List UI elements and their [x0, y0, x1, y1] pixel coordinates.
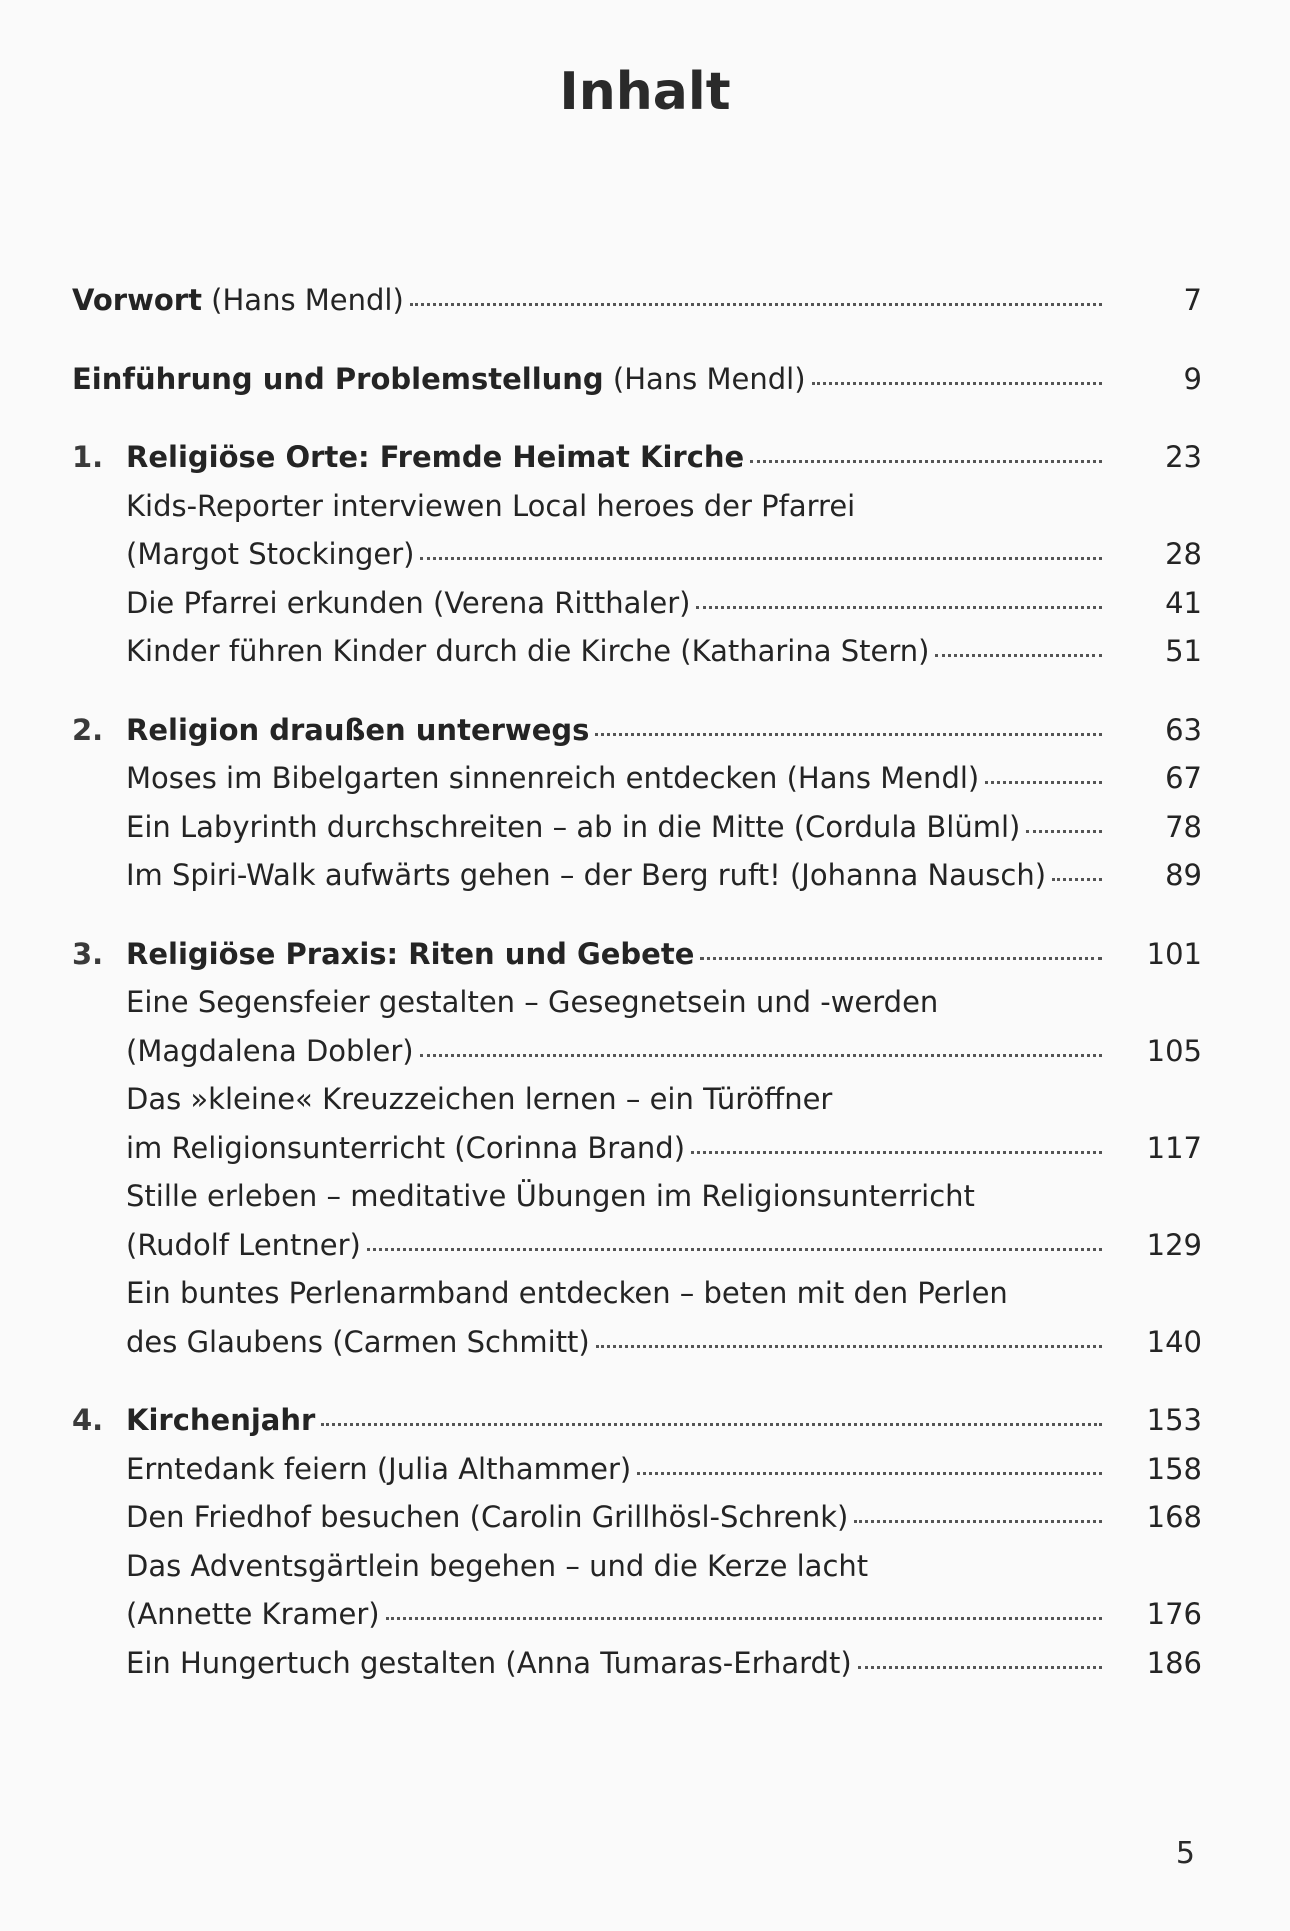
item-text: Im Spiri-Walk aufwärts gehen – der Berg ruft! (Johanna Nausch) [126, 858, 1047, 892]
toc-item[interactable] [72, 627, 1202, 676]
toc-item[interactable] [72, 1027, 1202, 1076]
item-text-line2: des Glaubens (Carmen Schmitt) [126, 1324, 590, 1359]
toc-item[interactable] [72, 1590, 1202, 1639]
page-number: 63 [1165, 712, 1202, 747]
toc-item[interactable] [72, 530, 1202, 579]
dot-leader [596, 1345, 1102, 1348]
item-text-line1: Das »kleine« Kreuzzeichen lernen – ein Türöffner [126, 1082, 833, 1116]
entry-author: (Hans Mendl) [603, 361, 806, 396]
dot-leader [420, 557, 1102, 560]
item-text-line2: (Magdalena Dobler) [126, 1033, 414, 1068]
toc-entry-einfuehrung[interactable] [72, 355, 1202, 404]
page-number: 67 [1165, 761, 1202, 795]
toc-chapter-1[interactable] [72, 433, 1202, 482]
toc-item[interactable] [72, 1124, 1202, 1173]
dot-leader [750, 460, 1102, 463]
entry-title: Einführung und Problemstellung [72, 361, 604, 396]
folio-page-number: 5 [1175, 1836, 1195, 1871]
chapter-title: Religion draußen unterwegs [126, 712, 590, 747]
page-number: 78 [1165, 809, 1202, 844]
page-number: 105 [1146, 1033, 1202, 1068]
dot-leader [985, 781, 1102, 784]
page-number: 168 [1146, 1500, 1202, 1534]
dot-leader [321, 1423, 1102, 1426]
toc-item[interactable] [72, 851, 1202, 900]
page-number: 89 [1165, 858, 1202, 892]
toc-item[interactable] [72, 1172, 1202, 1221]
entry-title: Vorwort [72, 283, 202, 317]
toc-item[interactable] [72, 1075, 1202, 1124]
item-text-line2: (Rudolf Lentner) [126, 1227, 361, 1262]
page-number: 9 [1183, 361, 1202, 396]
table-of-contents [72, 276, 1202, 1687]
page-number: 51 [1165, 634, 1202, 668]
page-number: 186 [1146, 1645, 1202, 1680]
page-number: 23 [1165, 440, 1202, 474]
page-number: 129 [1146, 1227, 1202, 1262]
toc-item[interactable] [72, 978, 1202, 1027]
toc-entry-vorwort[interactable] [72, 276, 1202, 325]
toc-item[interactable] [72, 1445, 1202, 1494]
chapter-number: 1. [72, 440, 104, 474]
toc-item[interactable] [72, 1639, 1202, 1688]
dot-leader [637, 1472, 1102, 1475]
dot-leader [410, 303, 1102, 306]
dot-leader [700, 957, 1102, 960]
dot-leader [854, 1520, 1102, 1523]
item-text: Ein Labyrinth durchschreiten – ab in die Mitte (Cordula Blüml) [126, 809, 1021, 844]
page-number: 101 [1146, 936, 1202, 971]
dot-leader [595, 733, 1102, 736]
chapter-number: 4. [72, 1403, 104, 1437]
dot-leader [386, 1617, 1102, 1620]
entry-author: (Hans Mendl) [201, 283, 404, 317]
dot-leader [420, 1054, 1102, 1057]
item-text-line1: Eine Segensfeier gestalten – Gesegnetsein und -werden [126, 985, 939, 1019]
item-text-line2: im Religionsunterricht (Corinna Brand) [126, 1130, 686, 1165]
item-text-line1: Stille erleben – meditative Übungen im Religionsunterricht [126, 1179, 975, 1213]
page-number: 7 [1183, 283, 1202, 317]
page-number: 140 [1146, 1324, 1202, 1359]
chapter-title: Religiöse Praxis: Riten und Gebete [126, 936, 695, 971]
item-text-line2: (Margot Stockinger) [126, 537, 415, 571]
dot-leader [1052, 878, 1102, 881]
dot-leader [812, 382, 1102, 385]
dot-leader [858, 1666, 1102, 1669]
item-text: Kinder führen Kinder durch die Kirche (Katharina Stern) [126, 634, 930, 668]
chapter-title: Kirchenjahr [126, 1403, 316, 1437]
page-number: 41 [1165, 585, 1202, 620]
toc-item[interactable] [72, 803, 1202, 852]
dot-leader [696, 606, 1102, 609]
toc-item[interactable] [72, 754, 1202, 803]
dot-leader [935, 654, 1102, 657]
item-text: Den Friedhof besuchen (Carolin Grillhösl-Schrenk) [126, 1500, 849, 1534]
item-text-line1: Ein buntes Perlenarmband entdecken – beten mit den Perlen [126, 1276, 1008, 1310]
toc-item[interactable] [72, 482, 1202, 531]
page-number: 28 [1165, 537, 1202, 571]
page-number: 117 [1146, 1130, 1202, 1165]
chapter-title: Religiöse Orte: Fremde Heimat Kirche [126, 440, 745, 474]
toc-item[interactable] [72, 1221, 1202, 1270]
dot-leader [691, 1151, 1102, 1154]
item-text: Moses im Bibelgarten sinnenreich entdecken (Hans Mendl) [126, 761, 980, 795]
dot-leader [367, 1248, 1102, 1251]
page-number: 153 [1146, 1403, 1202, 1437]
dot-leader [1026, 830, 1102, 833]
item-text-line1: Kids-Reporter interviewen Local heroes der Pfarrei [126, 488, 856, 523]
item-text: Ein Hungertuch gestalten (Anna Tumaras-Erhardt) [126, 1645, 852, 1680]
toc-item[interactable] [72, 1493, 1202, 1542]
item-text-line2: (Annette Kramer) [126, 1597, 380, 1631]
item-text: Die Pfarrei erkunden (Verena Ritthaler) [126, 585, 691, 620]
page-title: Inhalt [559, 62, 731, 122]
chapter-number: 3. [72, 936, 104, 971]
toc-chapter-4[interactable] [72, 1396, 1202, 1445]
chapter-number: 2. [72, 712, 104, 747]
page-number: 158 [1146, 1451, 1202, 1486]
item-text-line1: Das Adventsgärtlein begehen – und die Kerze lacht [126, 1548, 869, 1583]
toc-item[interactable] [72, 1318, 1202, 1367]
toc-item[interactable] [72, 579, 1202, 628]
toc-chapter-2[interactable] [72, 706, 1202, 755]
toc-item[interactable] [72, 1269, 1202, 1318]
toc-chapter-3[interactable] [72, 930, 1202, 979]
toc-item[interactable] [72, 1542, 1202, 1591]
item-text: Erntedank feiern (Julia Althammer) [126, 1451, 632, 1486]
page-number: 176 [1146, 1597, 1202, 1631]
